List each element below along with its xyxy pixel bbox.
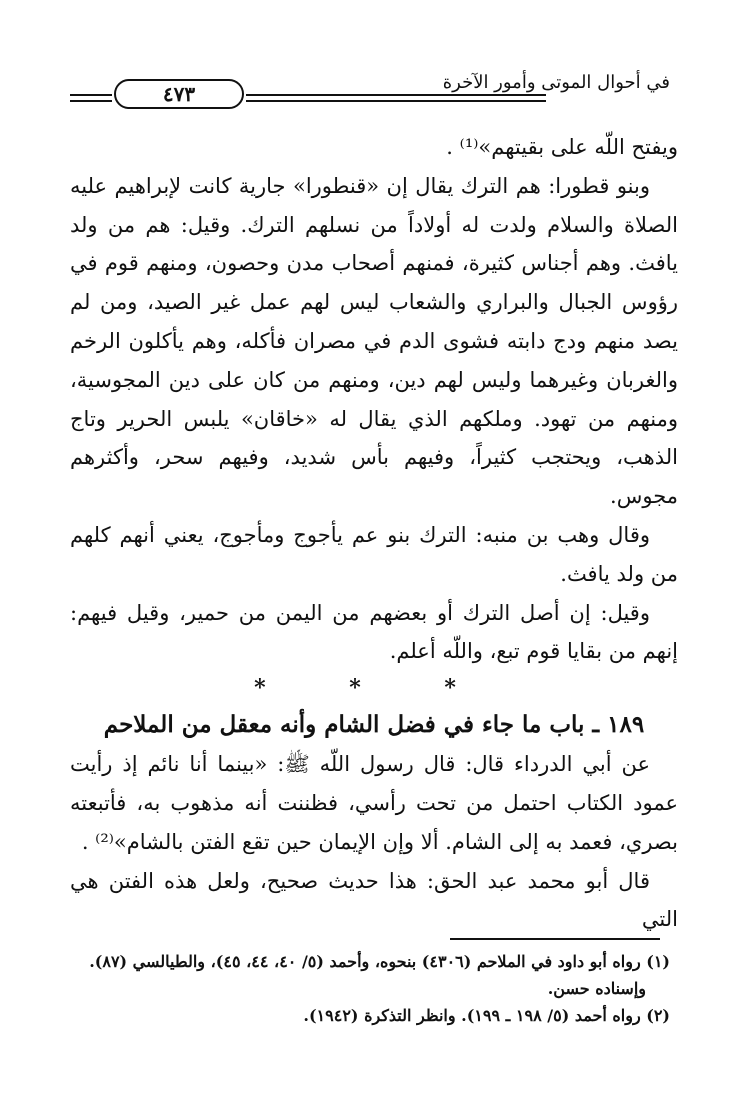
paragraph: وقال وهب بن منبه: الترك بنو عم يأجوج ومأجوج، يعني أنهم كلهم من ولد يافث. [70,522,678,586]
paragraph: وبنو قطورا: هم الترك يقال إن «قنطورا» جارية كانت لإبراهيم عليه الصلاة والسلام ولدت له أولاداً من نسلهم الترك. وقيل: هم من ولد يافث. وهم أجناس كثيرة، فمنهم أصحاب مدن وحصون، ومنهم قوم في رؤوس الجبال والبراري والشعاب ليس لهم عمل غير الصيد، ومن لم يصد منهم ودج دابته فشوى الدم في مصران فأكله، وهم يأكلون الرخم والغربان وغيرهما وليس لهم دين، ومنهم من كان على دين المجوسية، ومنهم من تهود. وملكهم الذي يقال له «خاقان» يلبس الحرير وتاج الذهب، ويحتجب كثيراً، وفيهم بأس شديد، وفيهم سحر، وأكثرهم مجوس. [70,173,678,509]
header-rule-left-top [70,94,112,96]
page-number: ٤٧٣ [114,79,244,109]
header-rule-bottom [246,100,546,102]
paragraph: ويفتح اللّه على بقيتهم»⁽¹⁾ . [446,135,678,159]
body-text [70,128,678,939]
header-rule-top [246,94,546,96]
paragraph: وقيل: إن أصل الترك أو بعضهم من اليمن من حمير، وقيل فيهم: إنهم من بقايا قوم تبع، واللّه أعلم. [70,600,678,664]
paragraph: قال أبو محمد عبد الحق: هذا حديث صحيح، ولعل هذه الفتن هي التي [70,868,678,932]
footnote-2: (٢) رواه أحمد (٥/ ١٩٨ ـ ١٩٩). وانظر التذكرة (١٩٤٢). [303,1006,670,1025]
paragraph: عن أبي الدرداء قال: قال رسول اللّه ﷺ: «بينما أنا نائم إذ رأيت عمود الكتاب احتمل من تحت رأسي، فظننت أنه مذهوب به، فأتبعته بصري، فعمد به إلى الشام. ألا وإن الإيمان حين تقع الفتن بالشام»⁽²⁾ . [70,752,678,854]
footnote-1-continued: وإسناده حسن. [547,979,646,998]
footnotes [70,948,670,1029]
footnote-separator [450,938,660,940]
section-separator: * * * [254,675,494,702]
header-rule-left-bottom [70,100,112,102]
page-header [70,66,678,112]
running-title: في أحوال الموتى وأمور الآخرة [442,72,670,93]
footnote-1: (١) رواه أبو داود في الملاحم (٤٣٠٦) بنحوه، وأحمد (٥/ ٤٠، ٤٤، ٤٥)، والطيالسي (٨٧). [89,952,670,971]
chapter-title: ١٨٩ ـ باب ما جاء في فضل الشام وأنه معقل من الملاحم [103,711,645,739]
